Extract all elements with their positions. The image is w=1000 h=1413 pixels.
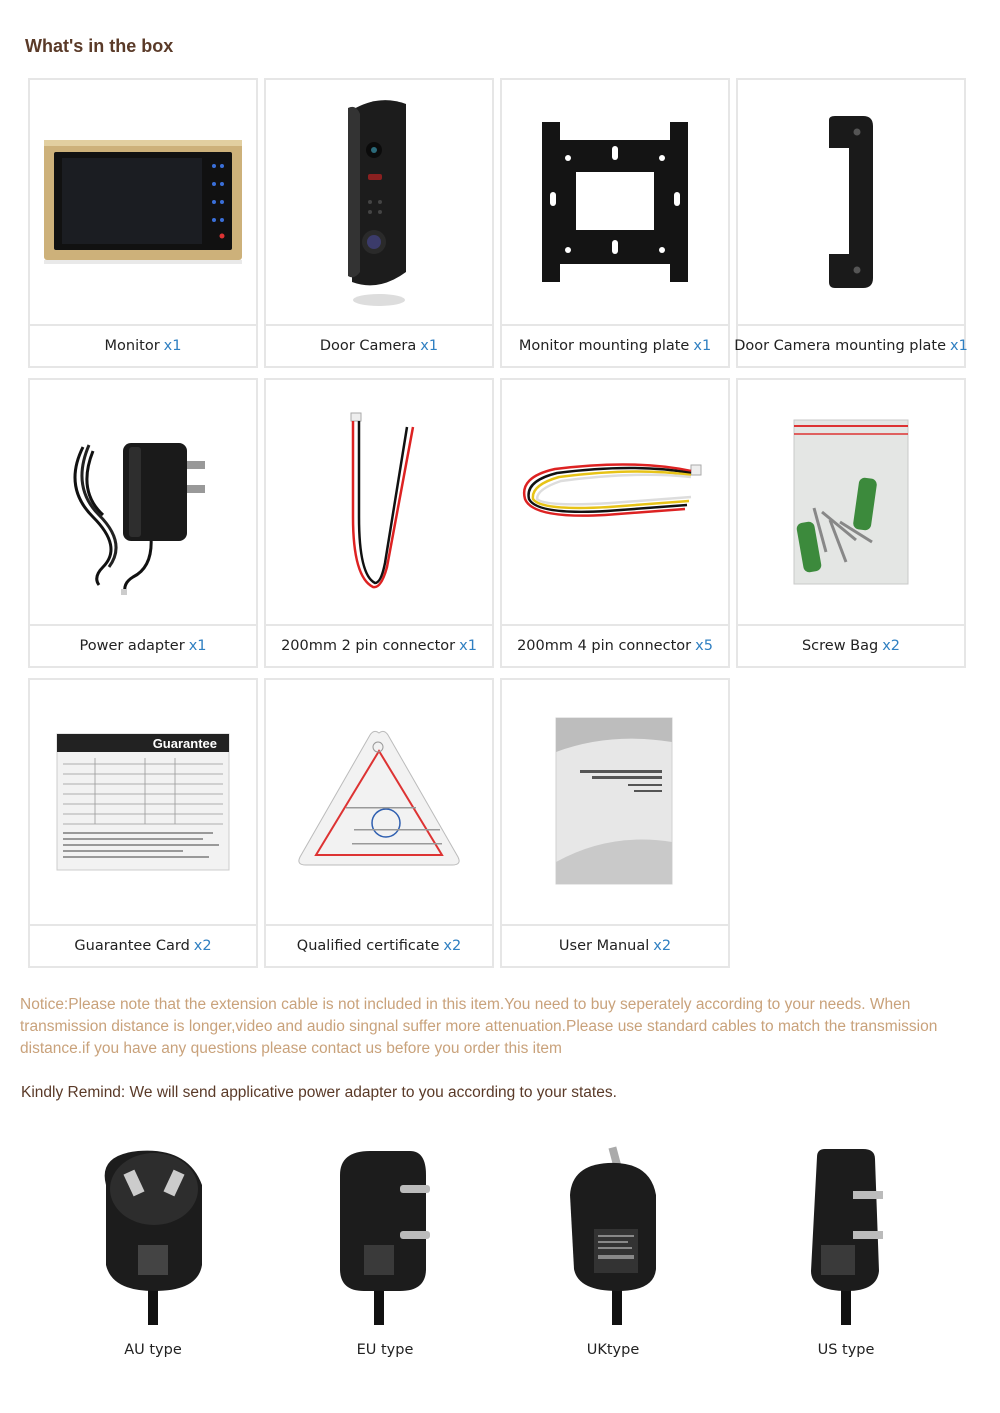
camera-bracket-icon [738, 80, 964, 326]
item-caption [738, 626, 964, 666]
plug-label: UKtype [586, 1342, 640, 1358]
guarantee-card-heading: Guarantee [152, 736, 217, 751]
item-label: Monitor mounting plate [518, 338, 690, 354]
item-caption [30, 326, 256, 366]
plug-label: AU type [124, 1342, 182, 1358]
plug-us [731, 1140, 961, 1380]
item-label: Power adapter [79, 638, 185, 654]
item-qty: x1 [693, 338, 712, 354]
four-pin-connector-icon [502, 380, 728, 626]
item-label: User Manual [558, 938, 650, 954]
us-plug-icon [731, 1140, 961, 1330]
monitor-icon [30, 80, 256, 326]
item-qty: x1 [420, 338, 439, 354]
plug-label: EU type [356, 1342, 414, 1358]
item-card-four-pin-connector [500, 378, 730, 668]
item-label: Monitor [104, 338, 160, 354]
item-card-screw-bag [736, 378, 966, 668]
eu-plug-icon [270, 1140, 500, 1330]
item-label: 200mm 2 pin connector [281, 638, 456, 654]
item-card-door-camera-mounting-plate [736, 78, 966, 368]
item-label: Door Camera [319, 338, 417, 354]
item-label: Qualified certificate [296, 938, 440, 954]
item-qty: x1 [163, 338, 182, 354]
item-qty: x1 [459, 638, 477, 654]
page-title: What's in the box [25, 36, 174, 56]
item-qty: x1 [188, 638, 207, 654]
guarantee-card-icon [30, 680, 256, 926]
item-card-guarantee-card [28, 678, 258, 968]
item-label: Screw Bag [801, 638, 879, 654]
item-caption [502, 326, 728, 366]
item-qty: x2 [443, 938, 462, 954]
plug-au [38, 1140, 268, 1380]
screw-bag-icon [738, 380, 964, 626]
qc-certificate-icon [266, 680, 492, 926]
door-camera-icon [266, 80, 492, 326]
uk-plug-icon [498, 1140, 728, 1330]
item-card-two-pin-connector [264, 378, 494, 668]
plug-eu [270, 1140, 500, 1380]
item-qty: x2 [882, 638, 901, 654]
item-qty: x5 [695, 638, 713, 654]
power-adapter-icon [30, 380, 256, 626]
item-qty: x2 [193, 938, 212, 954]
item-caption [266, 926, 492, 966]
item-label: 200mm 4 pin connector [517, 638, 692, 654]
item-caption [266, 626, 492, 666]
user-manual-icon [502, 680, 728, 926]
item-caption [30, 926, 256, 966]
au-plug-icon [38, 1140, 268, 1330]
item-caption [734, 326, 968, 366]
item-caption [502, 626, 728, 666]
item-qty: x2 [653, 938, 672, 954]
mounting-plate-icon [502, 80, 728, 326]
plug-uk [498, 1140, 728, 1380]
item-caption [266, 326, 492, 366]
item-card-monitor-mounting-plate [500, 78, 730, 368]
two-pin-connector-icon [266, 380, 492, 626]
item-caption [502, 926, 728, 966]
item-card-user-manual [500, 678, 730, 968]
item-card-qualified-certificate [264, 678, 494, 968]
notice-text: Notice:Please note that the extension cable is not included in this item.You need to buy seperately according to your needs. When transmission distance is longer,video and audio singnal suffer more attenuation.Please use standard cables to match the transmission distance.if you have any questions please contact us before you order this item [20, 996, 938, 1057]
item-label: Door Camera mounting plate [734, 338, 946, 354]
item-card-monitor [28, 78, 258, 368]
item-card-power-adapter [28, 378, 258, 668]
item-caption [30, 626, 256, 666]
item-label: Guarantee Card [74, 938, 190, 954]
plug-label: US type [817, 1342, 875, 1358]
item-card-door-camera [264, 78, 494, 368]
item-qty: x1 [950, 338, 968, 354]
remind-text: Kindly Remind: We will send applicative power adapter to you according to your states. [21, 1084, 617, 1101]
